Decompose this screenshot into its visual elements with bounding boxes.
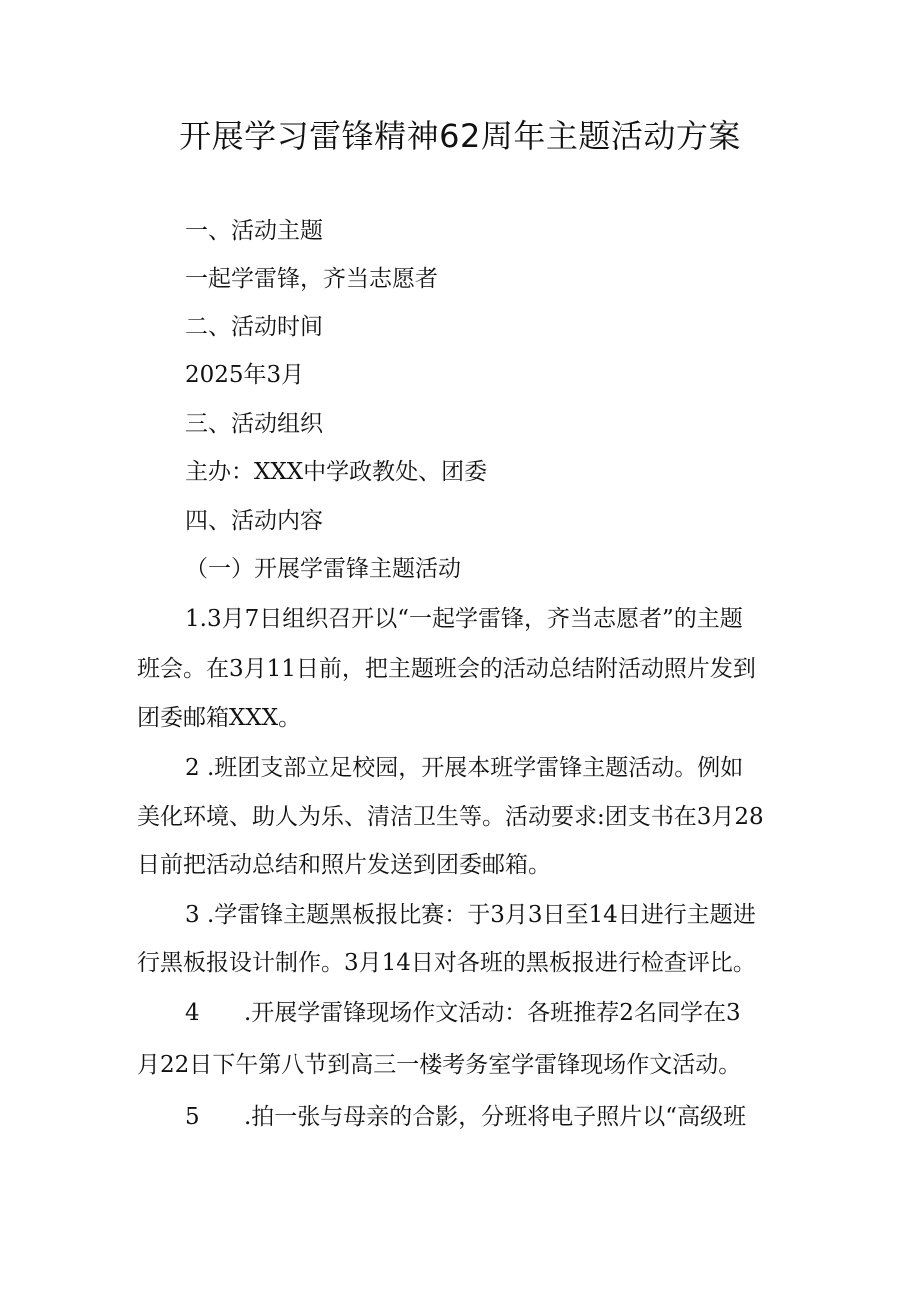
- item1-line2: 班会。在3月11日前，把主题班会的活动总结附活动照片发到: [137, 656, 756, 682]
- item3-line1: 3 .学雷锋主题黑板报比赛：于3月3日至14日进行主题进: [185, 902, 756, 928]
- document-title: 开展学习雷锋精神62周年主题活动方案: [179, 117, 741, 155]
- time-text: 2025年3月: [185, 362, 305, 388]
- theme-text: 一起学雷锋，齐当志愿者: [185, 266, 438, 292]
- organization-text: 主办：XXX中学政教处、团委: [185, 459, 488, 485]
- item1-line1: 1.3月7日组织召开以“一起学雷锋，齐当志愿者”的主题: [185, 606, 743, 632]
- section-heading-theme: 一、活动主题: [185, 218, 323, 244]
- item4-line1: .开展学雷锋现场作文活动：各班推荐2名同学在3: [244, 1000, 741, 1026]
- section-heading-organization: 三、活动组织: [185, 411, 323, 437]
- item3-line2: 行黑板报设计制作。3月14日对各班的黑板报进行检查评比。: [137, 950, 756, 976]
- item5-number: 5: [185, 1104, 200, 1130]
- subsection-heading: （一）开展学雷锋主题活动: [185, 556, 461, 582]
- item2-line1: 2 .班团支部立足校园，开展本班学雷锋主题活动。例如: [185, 755, 744, 781]
- item4-line2: 月22日下午第八节到高三一楼考务室学雷锋现场作文活动。: [137, 1052, 742, 1078]
- item2-line3: 日前把活动总结和照片发送到团委邮箱。: [137, 852, 551, 878]
- section-heading-time: 二、活动时间: [185, 314, 323, 340]
- item5-line1: .拍一张与母亲的合影，分班将电子照片以“高级班: [244, 1104, 747, 1130]
- section-heading-content: 四、活动内容: [185, 508, 323, 534]
- item1-line3: 团委邮箱XXX。: [137, 705, 302, 731]
- item4-number: 4: [185, 1000, 200, 1026]
- item2-line2: 美化环境、助人为乐、清洁卫生等。活动要求:团支书在3月28: [137, 804, 764, 830]
